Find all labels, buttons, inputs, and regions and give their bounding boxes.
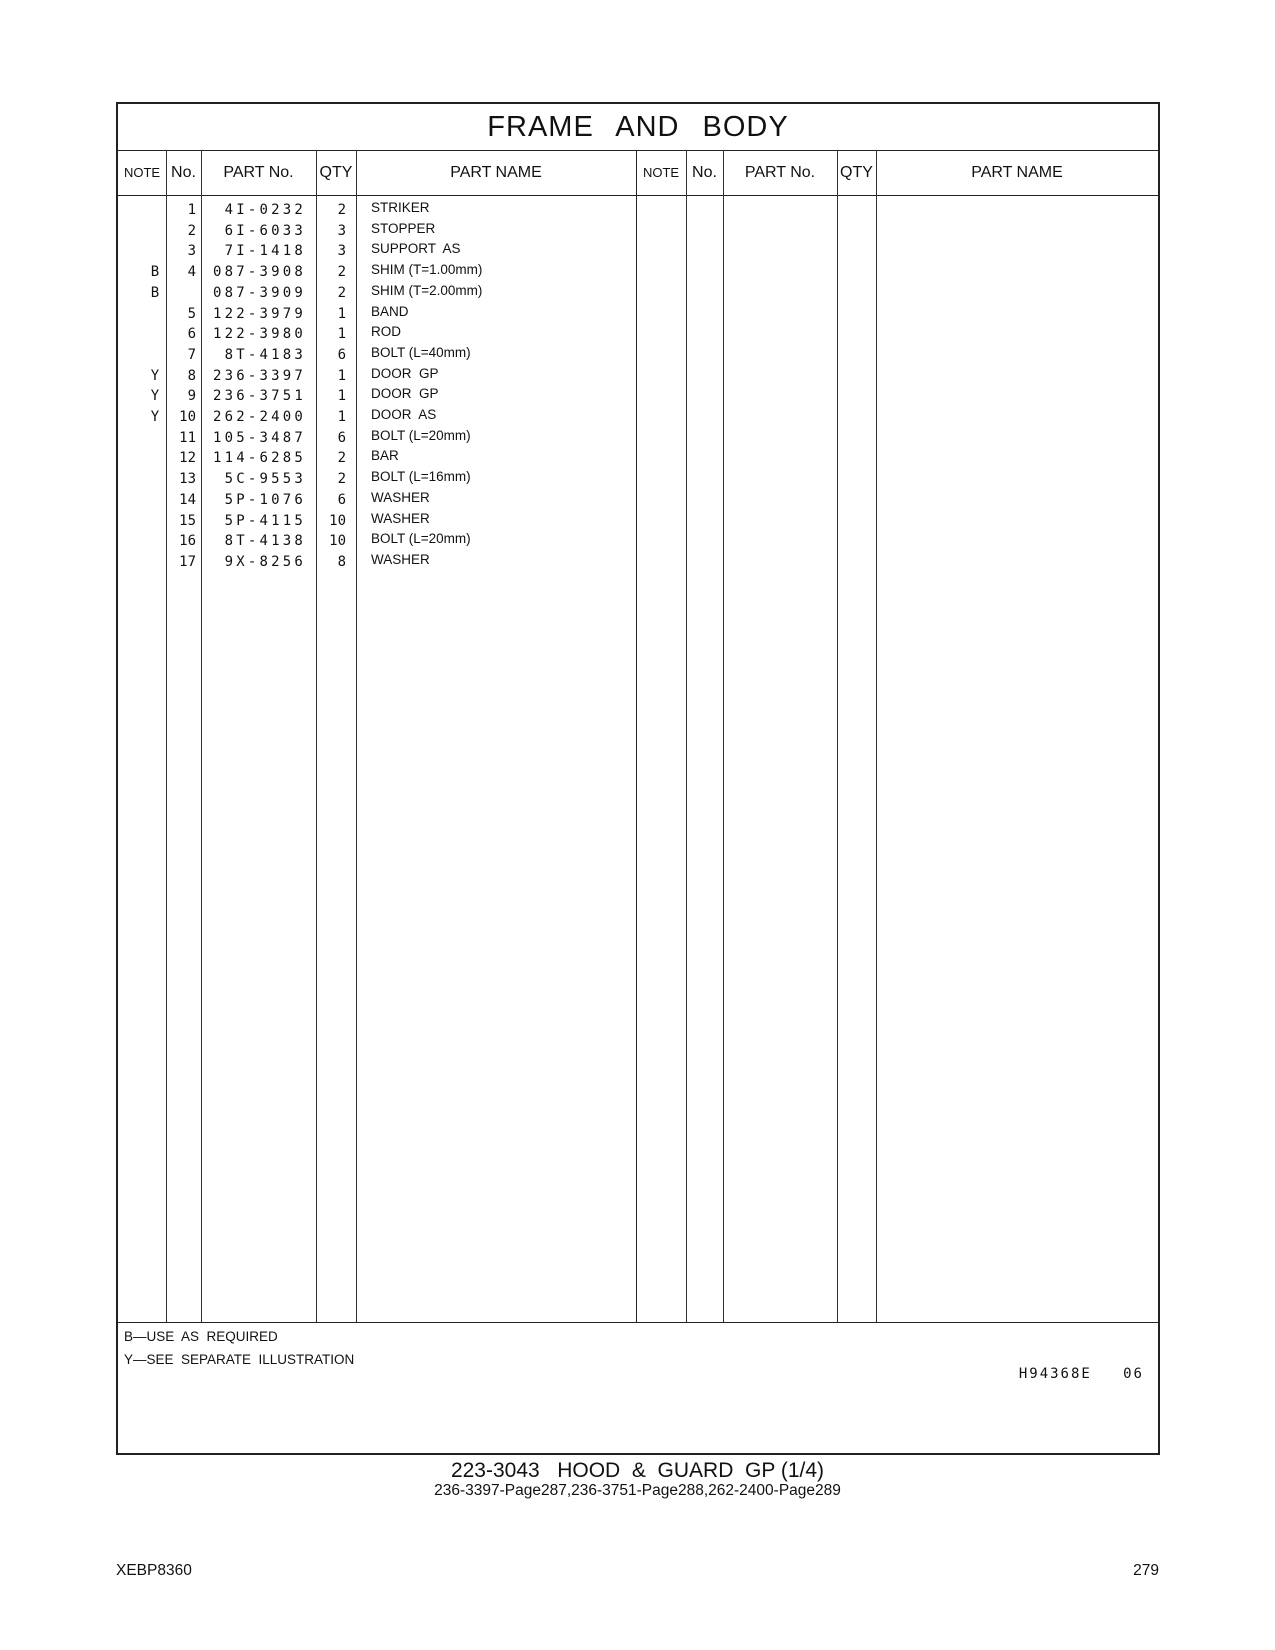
table-row <box>118 366 638 388</box>
item-number-cell: 1 <box>187 202 196 218</box>
quantity-cell: 6 <box>337 491 346 508</box>
item-number-cell: 3 <box>187 243 196 260</box>
quantity-cell: 2 <box>337 264 346 281</box>
part-name-cell: STRIKER <box>371 200 430 215</box>
part-number-cell: 105-3487 <box>212 429 306 446</box>
header-qty-left: QTY <box>316 150 356 196</box>
item-number-cell: 11 <box>179 429 196 446</box>
part-number-cell: 122-3980 <box>212 326 306 343</box>
table-row <box>118 241 638 263</box>
quantity-cell: 6 <box>337 429 346 446</box>
table-row <box>118 345 638 367</box>
legend-y: Y—SEE SEPARATE ILLUSTRATION <box>124 1352 355 1367</box>
page-number: 279 <box>1133 1562 1159 1579</box>
part-name-cell: DOOR GP <box>371 386 439 402</box>
quantity-cell: 3 <box>337 222 346 239</box>
quantity-cell: 2 <box>337 450 346 467</box>
table-row <box>118 428 638 450</box>
part-number-cell: 236-3397 <box>212 367 306 384</box>
part-number-cell: 4I-0232 <box>224 202 306 218</box>
page-references: 236-3397-Page287,236-3751-Page288,262-2400-Page289 <box>434 1482 841 1499</box>
part-number-cell: 236-3751 <box>212 388 306 405</box>
quantity-cell: 2 <box>337 471 346 488</box>
part-name-cell: BOLT (L=16mm) <box>371 469 471 485</box>
quantity-cell: 3 <box>337 243 346 260</box>
column-rule <box>686 150 687 1322</box>
quantity-cell: 10 <box>329 533 346 550</box>
part-name-cell: DOOR AS <box>371 407 437 422</box>
quantity-cell: 1 <box>337 388 346 405</box>
part-name-cell: WASHER <box>371 489 430 505</box>
table-row <box>118 200 638 222</box>
table-row <box>118 490 638 512</box>
part-number-cell: 122-3979 <box>212 305 306 322</box>
part-name-cell: SUPPORT AS <box>371 241 461 257</box>
header-no-left: No. <box>166 150 201 196</box>
part-number-cell: 5C-9553 <box>224 471 306 488</box>
item-number-cell: 9 <box>187 388 196 405</box>
quantity-cell: 1 <box>337 326 346 343</box>
table-row <box>118 324 638 346</box>
part-name-cell: BOLT (L=20mm) <box>371 427 471 443</box>
header-part-name-right: PART NAME <box>876 150 1158 196</box>
page-title: FRAME AND BODY <box>118 104 1158 151</box>
header-part-name-left: PART NAME <box>356 150 636 196</box>
item-number-cell: 16 <box>179 533 196 550</box>
part-name-cell: DOOR GP <box>371 365 439 381</box>
table-row <box>118 283 638 305</box>
part-number-cell: 6I-6033 <box>224 222 306 239</box>
note-cell: B <box>150 264 160 281</box>
quantity-cell: 6 <box>337 346 346 363</box>
item-number-cell: 12 <box>179 450 196 467</box>
part-name-cell: WASHER <box>371 510 430 526</box>
quantity-cell: 1 <box>337 409 346 425</box>
quantity-cell: 1 <box>337 305 346 322</box>
item-number-cell: 4 <box>187 264 196 281</box>
table-row <box>118 407 638 429</box>
table-row <box>118 469 638 491</box>
table-row <box>118 304 638 326</box>
quantity-cell: 10 <box>329 512 346 529</box>
table-row <box>118 262 638 284</box>
table-row <box>118 511 638 533</box>
column-rule <box>876 150 877 1322</box>
quantity-cell: 2 <box>337 202 346 218</box>
legend-divider <box>118 1322 1158 1323</box>
part-number-cell: 8T-4183 <box>224 346 306 363</box>
header-part-no-right: PART No. <box>723 150 837 196</box>
table-row <box>118 221 638 243</box>
part-name-cell: BAND <box>371 303 409 319</box>
item-number-cell: 10 <box>179 409 196 425</box>
header-part-no-left: PART No. <box>201 150 316 196</box>
item-number-cell: 5 <box>187 305 196 322</box>
part-name-cell: WASHER <box>371 551 430 567</box>
item-number-cell: 17 <box>179 553 196 570</box>
part-number-cell: 262-2400 <box>212 409 306 425</box>
item-number-cell: 2 <box>187 222 196 239</box>
table-row <box>118 552 638 574</box>
item-number-cell: 13 <box>179 471 196 488</box>
part-number-cell: 8T-4138 <box>224 533 306 550</box>
part-number-cell: 114-6285 <box>212 450 306 467</box>
part-name-cell: BAR <box>371 448 399 464</box>
column-rule <box>723 150 724 1322</box>
part-name-cell: SHIM (T=1.00mm) <box>371 262 483 278</box>
part-number-cell: 7I-1418 <box>224 243 306 260</box>
part-name-cell: BOLT (L=20mm) <box>371 531 471 547</box>
note-cell: Y <box>150 409 160 425</box>
header-no-right: No. <box>686 150 723 196</box>
table-row <box>118 386 638 408</box>
quantity-cell: 2 <box>337 284 346 301</box>
part-number-cell: 5P-1076 <box>224 491 306 508</box>
table-row <box>118 531 638 553</box>
item-number-cell: 6 <box>187 326 196 343</box>
header-note-right: NOTE <box>636 150 686 196</box>
item-number-cell: 14 <box>179 491 196 508</box>
quantity-cell: 1 <box>337 367 346 384</box>
part-name-cell: ROD <box>371 324 401 340</box>
header-note-left: NOTE <box>118 150 166 196</box>
table-row <box>118 448 638 470</box>
quantity-cell: 8 <box>337 553 346 570</box>
item-number-cell: 7 <box>187 346 196 363</box>
note-cell: B <box>150 284 160 301</box>
illustration-code: H94368E 06 <box>1018 1366 1144 1382</box>
part-number-cell: 087-3908 <box>212 264 306 281</box>
note-cell: Y <box>150 388 160 405</box>
column-rule <box>837 150 838 1322</box>
document-id: XEBP8360 <box>116 1562 192 1579</box>
parts-list-frame <box>116 102 1160 1455</box>
part-name-cell: STOPPER <box>371 220 436 236</box>
legend-b: B—USE AS REQUIRED <box>124 1329 278 1344</box>
part-name-cell: BOLT (L=40mm) <box>371 344 471 360</box>
header-qty-right: QTY <box>837 150 876 196</box>
item-number-cell: 8 <box>187 367 196 384</box>
note-cell: Y <box>150 367 160 384</box>
part-number-cell: 087-3909 <box>212 284 306 301</box>
group-caption: 223-3043 HOOD & GUARD GP (1/4) <box>450 1459 825 1482</box>
part-number-cell: 5P-4115 <box>224 512 306 529</box>
part-name-cell: SHIM (T=2.00mm) <box>371 282 483 298</box>
item-number-cell: 15 <box>179 512 196 529</box>
part-number-cell: 9X-8256 <box>224 553 306 570</box>
